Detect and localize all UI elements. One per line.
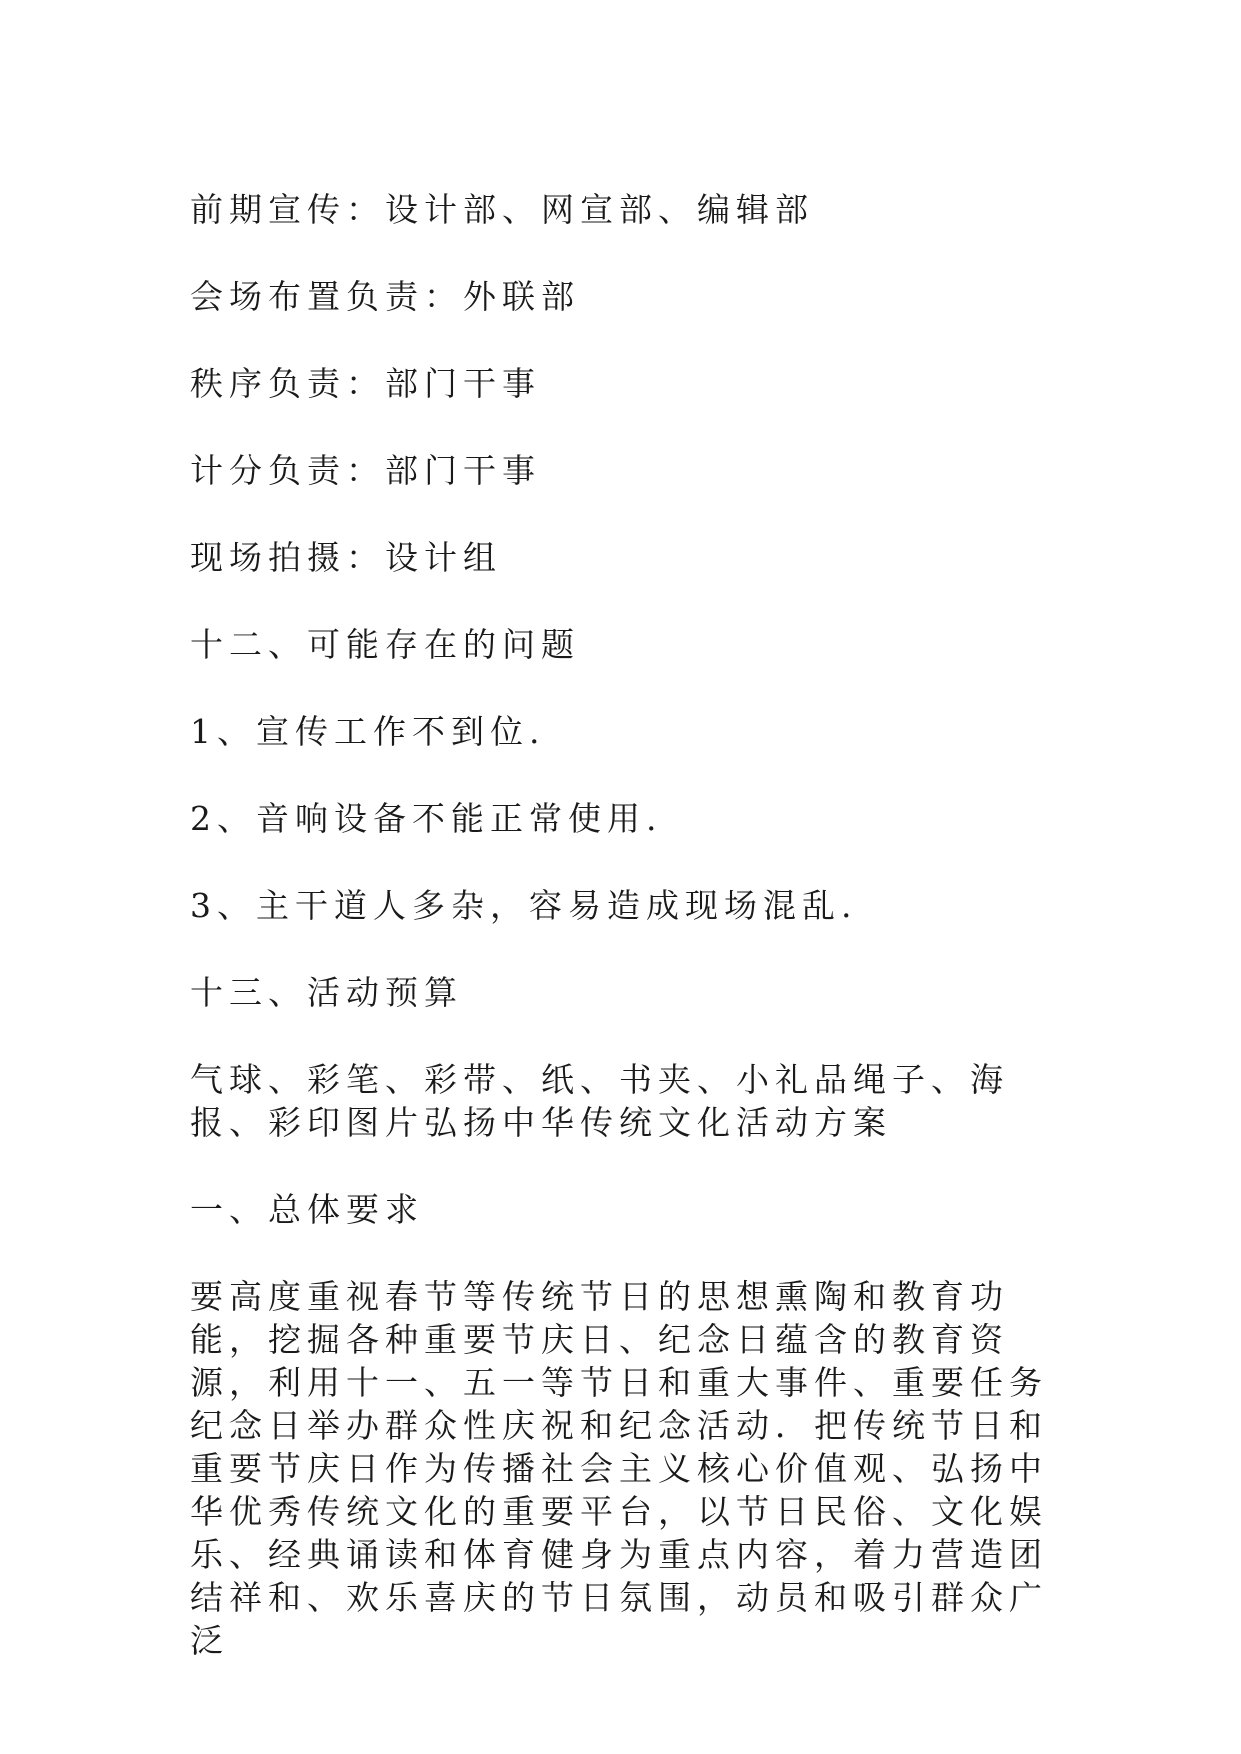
paragraph-scoring: 计分负责：部门干事 [190, 451, 541, 490]
heading-budget: 十三、活动预算 [190, 973, 463, 1012]
list-item-issue-2: 2、音响设备不能正常使用. [190, 799, 663, 838]
document-page [190, 188, 1050, 1662]
paragraph-general-requirements: 要高度重视春节等传统节日的思想熏陶和教育功能，挖掘各种重要节庆日、纪念日蕴含的教育资源，利用十一、五一等节日和重大事件、重要任务纪念日举办群众性庆祝和纪念活动．把传统节日和重要节庆日作为传播社会主义核心价值观、弘扬中华优秀传统文化的重要平台，以节日民俗、文化娱乐、经典诵读和体育健身为重点内容，着力营造团结祥和、欢乐喜庆的节日氛围，动员和吸引群众广泛 [190, 1277, 1048, 1660]
list-item-issue-3: 3、主干道人多杂，容易造成现场混乱. [190, 886, 858, 925]
paragraph-budget-items: 气球、彩笔、彩带、纸、书夹、小礼品绳子、海报、彩印图片弘扬中华传统文化活动方案 [190, 1060, 1009, 1142]
paragraph-photography: 现场拍摄：设计组 [190, 538, 502, 577]
paragraph-publicity: 前期宣传：设计部、网宣部、编辑部 [190, 190, 814, 229]
list-item-issue-1: 1、宣传工作不到位. [190, 712, 546, 751]
paragraph-venue: 会场布置负责：外联部 [190, 277, 580, 316]
paragraph-order: 秩序负责：部门干事 [190, 364, 541, 403]
heading-general-requirements: 一、总体要求 [190, 1190, 424, 1229]
heading-possible-issues: 十二、可能存在的问题 [190, 625, 580, 664]
